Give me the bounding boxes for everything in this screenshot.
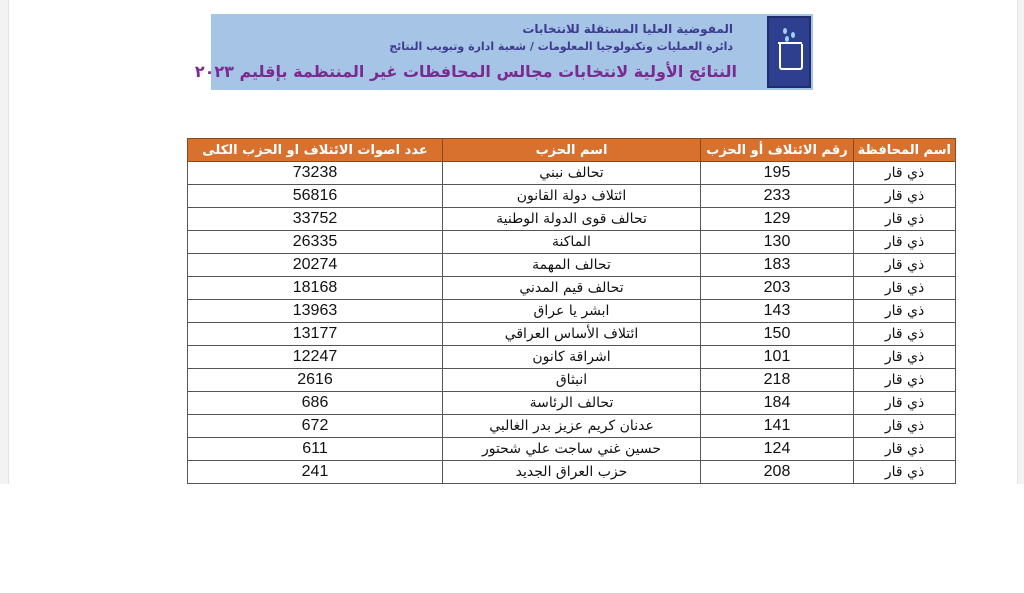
cell-party: انبثاق [443,369,701,392]
table-row [188,461,956,484]
cell-province: ذي قار [854,208,956,231]
left-page-edge [0,0,9,484]
cell-number: 208 [701,461,854,484]
cell-province: ذي قار [854,162,956,185]
cell-province: ذي قار [854,323,956,346]
header-banner [194,14,813,90]
cell-votes: 18168 [188,277,443,300]
cell-votes: 672 [188,415,443,438]
table-header-row [188,139,956,162]
cell-party: ائتلاف الأساس العراقي [443,323,701,346]
cell-party: الماكنة [443,231,701,254]
cell-votes: 33752 [188,208,443,231]
table-row [188,323,956,346]
header-votes: عدد اصوات الائتلاف او الحزب الكلى [188,139,443,162]
cell-party: ابشر يا عراق [443,300,701,323]
cell-number: 195 [701,162,854,185]
table-row [188,392,956,415]
cell-number: 233 [701,185,854,208]
cell-province: ذي قار [854,346,956,369]
table-row [188,162,956,185]
cell-votes: 241 [188,461,443,484]
cell-number: 184 [701,392,854,415]
cell-votes: 13963 [188,300,443,323]
table-row [188,208,956,231]
cell-number: 143 [701,300,854,323]
table-row [188,438,956,461]
results-title: النتائج الأولية لانتخابات مجالس المحافظات غير المنتظمة بإقليم ٢٠٢٣ [194,62,737,81]
table-body [188,162,956,484]
header-number: رقم الائتلاف أو الحزب [701,139,854,162]
cell-party: تحالف الرئاسة [443,392,701,415]
cell-number: 150 [701,323,854,346]
cell-votes: 13177 [188,323,443,346]
cell-party: حسين غني ساجت علي شحتور [443,438,701,461]
cell-party: عدنان كريم عزيز بدر الغالبي [443,415,701,438]
table-row [188,346,956,369]
right-page-edge [1017,0,1024,484]
cell-votes: 20274 [188,254,443,277]
cell-party: اشراقة كانون [443,346,701,369]
table-row [188,277,956,300]
cell-party: تحالف قوى الدولة الوطنية [443,208,701,231]
table-row [188,185,956,208]
table-row [188,231,956,254]
cell-party: حزب العراق الجديد [443,461,701,484]
results-table [187,138,956,484]
cell-province: ذي قار [854,415,956,438]
table-row [188,415,956,438]
cell-votes: 26335 [188,231,443,254]
cell-province: ذي قار [854,231,956,254]
cell-party: ائتلاف دولة القانون [443,185,701,208]
cell-number: 124 [701,438,854,461]
cell-number: 218 [701,369,854,392]
cell-number: 141 [701,415,854,438]
cell-votes: 2616 [188,369,443,392]
cell-votes: 686 [188,392,443,415]
cell-province: ذي قار [854,392,956,415]
cell-party: تحالف نبني [443,162,701,185]
cell-votes: 611 [188,438,443,461]
cell-party: تحالف المهمة [443,254,701,277]
table-row [188,254,956,277]
commission-name: المفوضية العليا المستقلة للانتخابات [522,22,733,36]
ballot-box-logo-icon [767,16,811,88]
header-party: اسم الحزب [443,139,701,162]
cell-number: 203 [701,277,854,300]
cell-number: 101 [701,346,854,369]
cell-number: 130 [701,231,854,254]
table-row [188,300,956,323]
cell-province: ذي قار [854,461,956,484]
cell-party: تحالف قيم المدني [443,277,701,300]
cell-province: ذي قار [854,277,956,300]
cell-province: ذي قار [854,438,956,461]
department-name: دائرة العمليات وتكنولوجيا المعلومات / شعبة ادارة وتبويب النتائج [389,40,733,53]
cell-province: ذي قار [854,300,956,323]
cell-province: ذي قار [854,185,956,208]
cell-province: ذي قار [854,254,956,277]
cell-province: ذي قار [854,369,956,392]
cell-number: 129 [701,208,854,231]
header-province: اسم المحافظة [854,139,956,162]
cell-votes: 12247 [188,346,443,369]
cell-number: 183 [701,254,854,277]
cell-votes: 56816 [188,185,443,208]
table-row [188,369,956,392]
cell-votes: 73238 [188,162,443,185]
